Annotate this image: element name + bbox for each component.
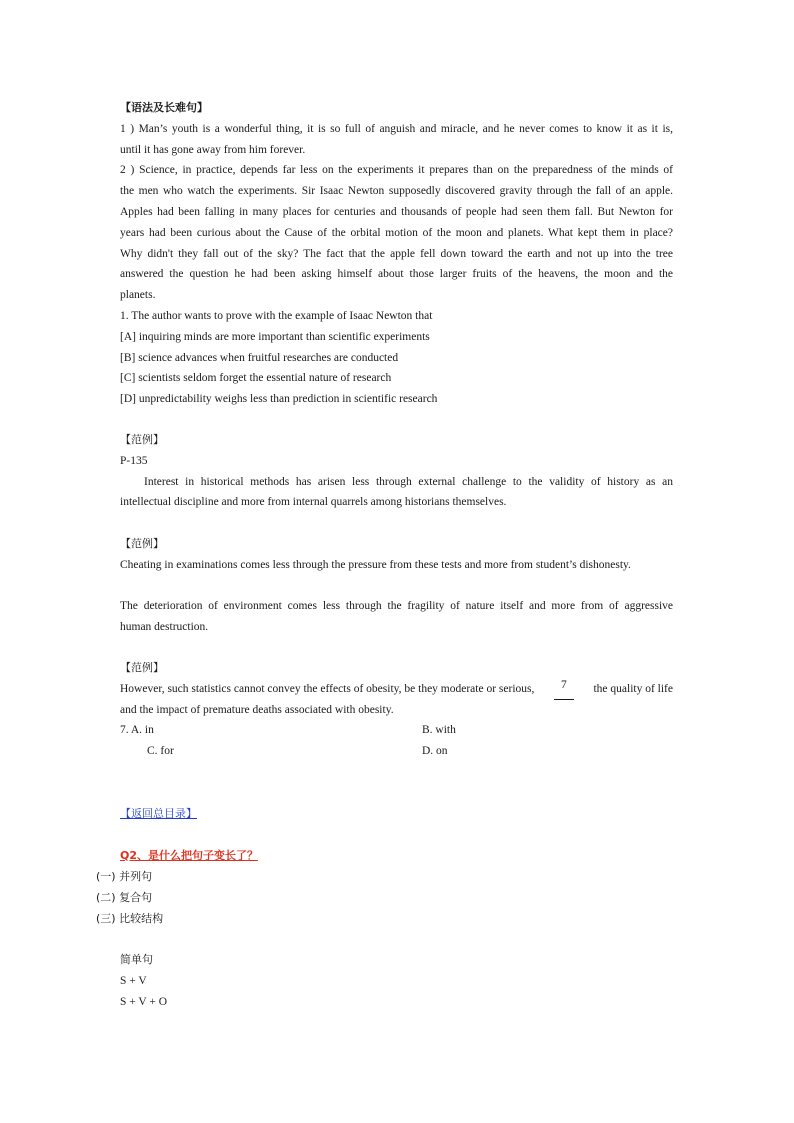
section-heading: 【语法及长难句】 [120,101,208,114]
pattern-sv: S + V [120,974,147,987]
item2-line-7: planets. [120,289,156,302]
example-2-sentence-1: Cheating in examinations comes less through the pressure from these tests and more from student’s dishonesty. [120,558,631,571]
question-stem: 1. The author wants to prove with the example of Isaac Newton that [120,309,433,322]
option-a: [A] inquiring minds are more important than scientific experiments [120,330,430,343]
simple-sentence-section [120,950,673,1012]
item2-line-4: years had been curious about the Cause of the orbital motion of the moon and planets. What kept them in place? [120,226,673,239]
pattern-svo: S + V + O [120,995,168,1008]
outline-item-2: (二) 复合句 [96,890,153,904]
simple-sentence-heading: 简单句 [120,953,153,966]
outline-item-3: (三) 比较结构 [96,911,164,925]
option-a: 7. A. in [120,724,154,737]
example-1-line-1: Interest in historical methods has arisen less through external challenge to the validity of history as an [144,475,673,488]
item2-line-1: 2 ) Science, in practice, depends far less on the experiments it prepares than on the preparedness of the minds of [120,164,673,177]
example-3-line-1 [120,679,673,700]
example-3-line-2: and the impact of premature deaths associated with obesity. [120,703,394,716]
blank-7: 7 [554,679,574,700]
grammar-section [120,98,673,410]
example-1 [120,430,673,513]
example-heading: 【范例】 [120,661,164,674]
item2-line-2: the men who watch the experiments. Sir Isaac Newton supposedly discovered gravity through the fall of an apple. [120,185,673,198]
option-c: C. for [147,745,174,758]
example-3-text-before: However, such statistics cannot convey the effects of obesity, be they moderate or serious, [120,682,535,695]
option-c: [C] scientists seldom forget the essential nature of research [120,372,392,385]
item2-line-6: answered the question he had been asking himself about those larger fruits of the heavens, the moon and the [120,268,673,281]
example-heading: 【范例】 [120,433,164,446]
example-2-sentence-2 [120,596,673,638]
example-3 [120,658,673,762]
option-d: [D] unpredictability weighs less than prediction in scientific research [120,393,438,406]
item1-line-2: until it has gone away from him forever. [120,143,306,156]
item2-line-5: Why didn't they fall out of the sky? The fact that the apple fell down toward the earth and not up into the tree [120,247,673,260]
example-2 [120,534,673,576]
options-row-1 [120,720,673,741]
example-ref: P-135 [120,454,148,467]
option-b: B. with [422,724,456,737]
example-2-sentence-2-line-1: The deterioration of environment comes less through the fragility of nature itself and more from of aggressive [120,600,673,612]
example-heading: 【范例】 [120,537,164,550]
back-link-row [120,804,673,825]
example-2-sentence-2-line-2: human destruction. [120,620,209,633]
back-to-contents-link[interactable]: 【返回总目录】 [120,807,197,820]
q2-title: Q2、是什么把句子变长了？ [120,849,259,862]
outline-item-1: (一) 并列句 [96,870,153,883]
example-1-line-2: intellectual discipline and more from internal quarrels among historians themselves. [120,496,507,509]
options-row-2 [120,741,673,762]
q2-heading-row [120,846,673,867]
item2-line-3: Apples had been falling in many places for centuries and thousands of people had seen them fall. But Newton for [120,205,673,218]
item1-line-1: 1 ) Man’s youth is a wonderful thing, it is so full of anguish and miracle, and he never comes to know it as it is, [120,122,673,135]
option-d: D. on [422,745,448,758]
example-3-text-after: the quality of life [593,682,673,695]
q2-outline [96,867,163,929]
option-b: [B] science advances when fruitful researches are conducted [120,351,399,364]
